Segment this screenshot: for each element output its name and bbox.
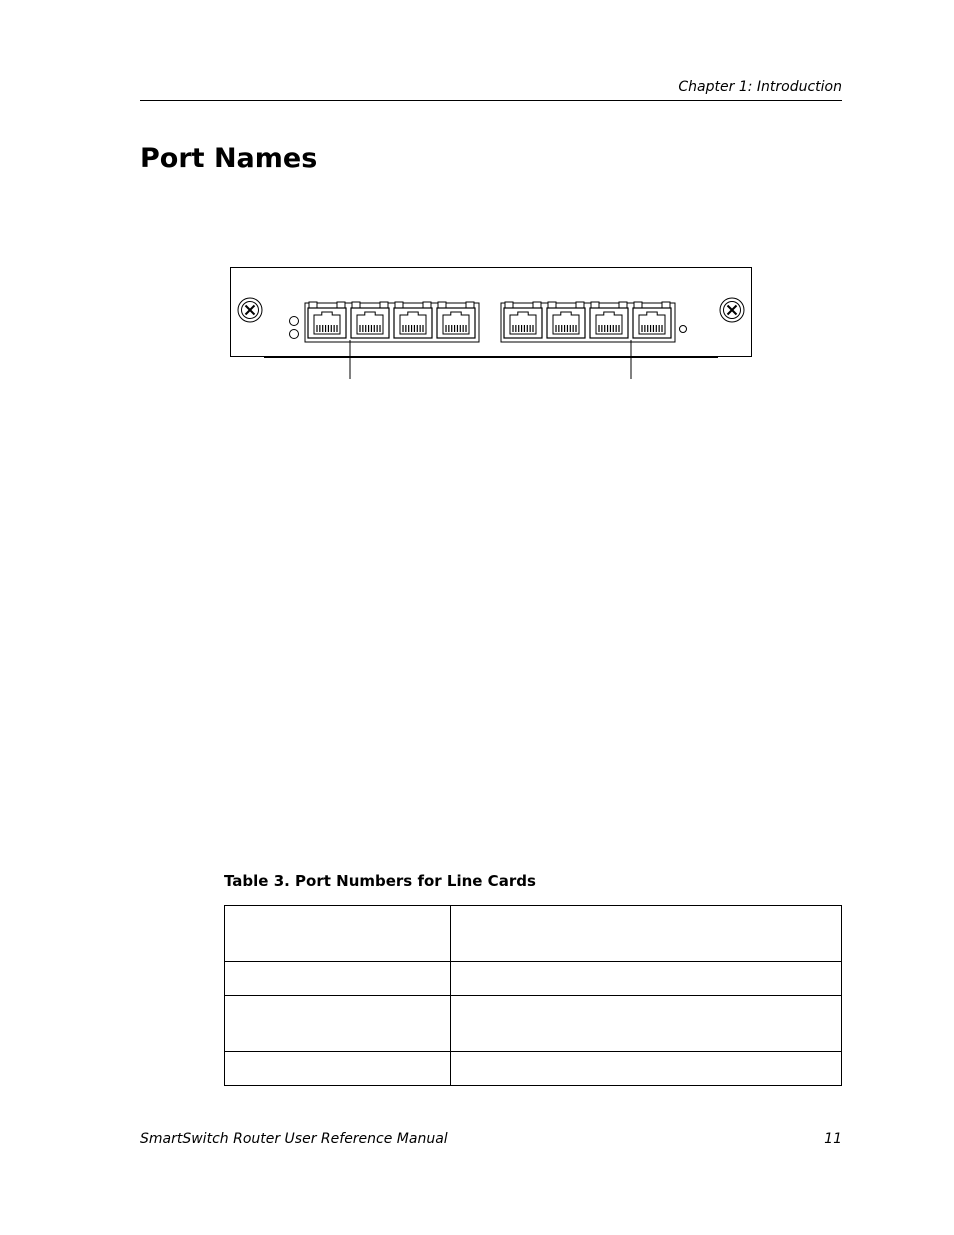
line-card-figure xyxy=(228,265,756,385)
left-port-group xyxy=(305,302,479,342)
rj45-port-icon xyxy=(351,302,389,338)
led-icon xyxy=(680,326,687,333)
rj45-port-icon xyxy=(633,302,671,338)
table-cell xyxy=(225,1052,451,1086)
table-row xyxy=(225,1052,842,1086)
rj45-port-icon xyxy=(437,302,475,338)
footer-page-number: 11 xyxy=(824,1131,842,1147)
right-screw-icon xyxy=(720,298,744,322)
rj45-port-icon xyxy=(308,302,346,338)
rj45-port-icon xyxy=(547,302,585,338)
table-row xyxy=(225,906,842,962)
rj45-port-icon xyxy=(590,302,628,338)
page-title: Port Names xyxy=(140,143,318,174)
table-row xyxy=(225,962,842,996)
running-header: Chapter 1: Introduction xyxy=(678,79,842,95)
table-cell xyxy=(225,962,451,996)
left-screw-icon xyxy=(238,298,262,322)
footer-manual-title: SmartSwitch Router User Reference Manual xyxy=(140,1131,448,1147)
table-cell xyxy=(451,996,842,1052)
led-icon xyxy=(290,330,299,339)
table-caption: Table 3. Port Numbers for Line Cards xyxy=(224,872,536,890)
table-cell xyxy=(451,962,842,996)
led-icon xyxy=(290,317,299,326)
table-cell xyxy=(451,1052,842,1086)
right-port-group xyxy=(501,302,675,342)
table-cell xyxy=(451,906,842,962)
table-row xyxy=(225,996,842,1052)
rj45-port-icon xyxy=(504,302,542,338)
port-numbers-table xyxy=(224,905,842,1086)
table-cell xyxy=(225,996,451,1052)
rj45-port-icon xyxy=(394,302,432,338)
table-cell xyxy=(225,906,451,962)
header-rule xyxy=(140,100,842,101)
line-card-faceplate-icon xyxy=(228,265,756,385)
